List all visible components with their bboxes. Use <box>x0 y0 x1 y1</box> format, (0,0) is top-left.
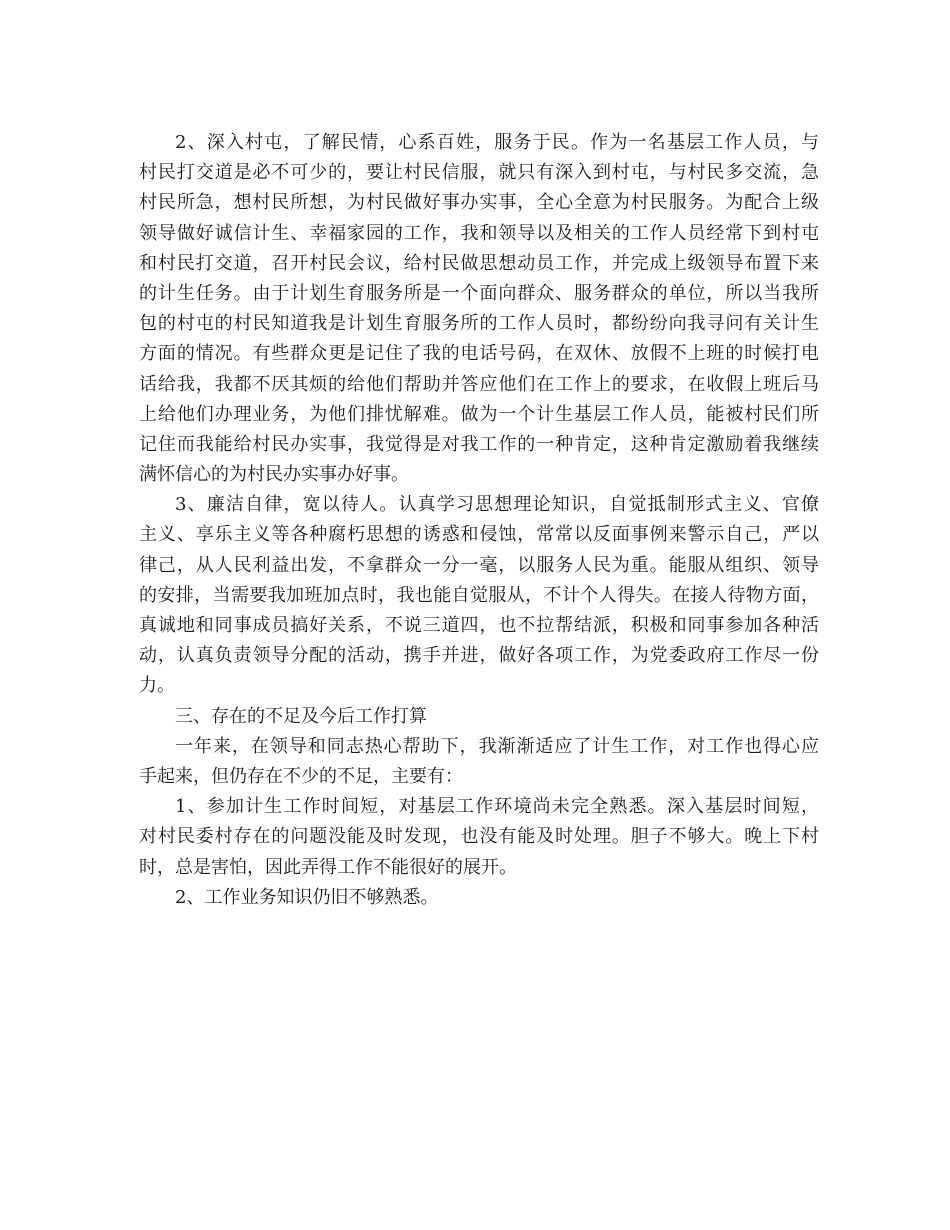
section-heading: 三、存在的不足及今后工作打算 <box>175 705 427 727</box>
paragraph-line: 2、深入村屯，了解民情，心系百姓，服务于民。作为一名基层工作人员，与 <box>175 132 819 153</box>
paragraph-line: 村民打交道是必不可少的，要让村民信服，就只有深入到村屯，与村民多交流，急 <box>139 162 819 184</box>
paragraph-line: 主义、享乐主义等各种腐朽思想的诱惑和侵蚀，常常以反面事例来警示自己，严以 <box>139 524 819 546</box>
paragraph-line: 的安排，当需要我加班加点时，我也能自觉服从，不计个人得失。在接人待物方面， <box>139 584 819 606</box>
paragraph-line: 律己，从人民利益出发，不拿群众一分一毫，以服务人民为重。能服从组织、领导 <box>139 554 819 576</box>
paragraph-line: 满怀信心的为村民办实事办好事。 <box>139 464 409 486</box>
paragraph-line: 领导做好诚信计生、幸福家园的工作，我和领导以及相关的工作人员经常下到村屯 <box>139 222 819 244</box>
paragraph-line: 1、参加计生工作时间短，对基层工作环境尚未完全熟悉。深入基层时间短， <box>175 796 819 818</box>
paragraph-line: 的计生任务。由于计划生育服务所是一个面向群众、服务群众的单位，所以当我所 <box>139 282 819 304</box>
paragraph-line: 动，认真负责领导分配的活动，携手并进，做好各项工作，为党委政府工作尽一份 <box>139 645 819 667</box>
paragraph-line: 村民所急，想村民所想，为村民做好事办实事，全心全意为村民服务。为配合上级 <box>139 192 819 214</box>
document-body <box>139 128 819 913</box>
paragraph-line: 记住而我能给村民办实事，我觉得是对我工作的一种肯定，这种肯定激励着我继续 <box>139 433 819 455</box>
paragraph-line: 和村民打交道，召开村民会议，给村民做思想动员工作，并完成上级领导布置下来 <box>139 252 819 274</box>
paragraph-line: 手起来，但仍存在不少的不足，主要有： <box>139 765 463 787</box>
paragraph-line: 上给他们办理业务，为他们排忧解难。做为一个计生基层工作人员，能被村民们所 <box>139 403 819 425</box>
paragraph-line: 方面的情况。有些群众更是记住了我的电话号码，在双休、放假不上班的时候打电 <box>139 343 819 365</box>
paragraph-line: 包的村屯的村民知道我是计划生育服务所的工作人员时，都纷纷向我寻问有关计生 <box>139 313 819 335</box>
paragraph-line: 3、廉洁自律，宽以待人。认真学习思想理论知识，自觉抵制形式主义、官僚 <box>175 494 819 516</box>
paragraph-line: 2、工作业务知识仍旧不够熟悉。 <box>175 886 439 908</box>
paragraph-line: 对村民委村存在的问题没能及时发现，也没有能及时处理。胆子不够大。晚上下村 <box>139 826 819 848</box>
paragraph-line: 话给我，我都不厌其烦的给他们帮助并答应他们在工作上的要求，在收假上班后马 <box>139 373 819 395</box>
paragraph-line: 一年来，在领导和同志热心帮助下，我渐渐适应了计生工作，对工作也得心应 <box>175 735 819 757</box>
paragraph-line: 真诚地和同事成员搞好关系，不说三道四，也不拉帮结派，积极和同事参加各种活 <box>139 615 819 636</box>
paragraph-line: 力。 <box>139 675 175 697</box>
paragraph-line: 时，总是害怕，因此弄得工作不能很好的展开。 <box>139 856 517 878</box>
